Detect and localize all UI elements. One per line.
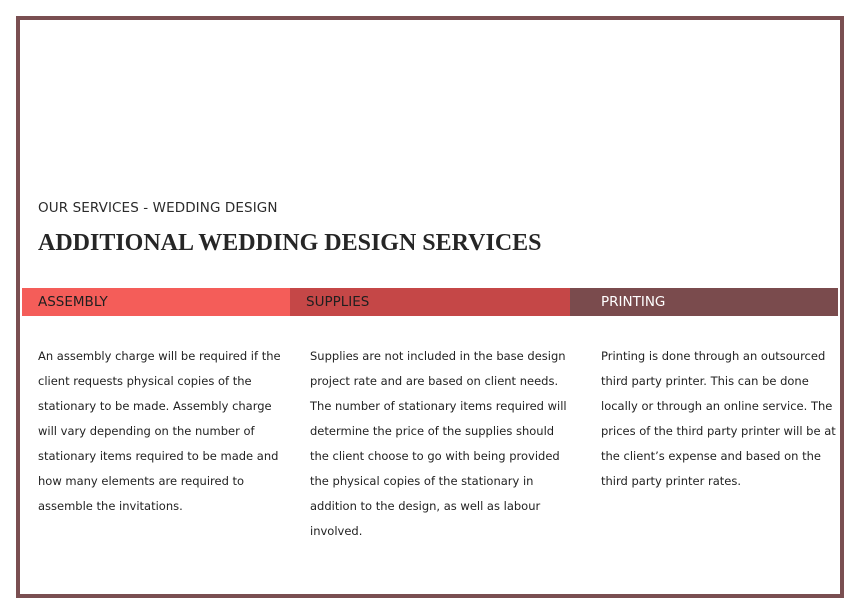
section-eyebrow: OUR SERVICES - WEDDING DESIGN — [38, 200, 278, 216]
supplies-description: Supplies are not included in the base design project rate and are based on client needs. The number of stationary items required will determine the price of the supplies should the client choose to go with being provided the physical copies of the stationary in addition to the design, as well as labour involved. — [310, 349, 567, 538]
printing-heading-bar: PRINTING — [570, 288, 838, 316]
page-frame — [16, 16, 844, 598]
supplies-heading-bar: SUPPLIES — [290, 288, 570, 316]
page-title: ADDITIONAL WEDDING DESIGN SERVICES — [38, 230, 542, 256]
printing-description: Printing is done through an outsourced third party printer. This can be done locally or through an online service. The prices of the third party printer will be at the client’s expense and based on the third party printer rates. — [601, 349, 836, 488]
assembly-heading-bar: ASSEMBLY — [22, 288, 290, 316]
assembly-description: An assembly charge will be required if the client requests physical copies of the stationary to be made. Assembly charge will vary depending on the number of stationary items required to be made and how many elements are required to assemble the invitations. — [38, 349, 281, 513]
